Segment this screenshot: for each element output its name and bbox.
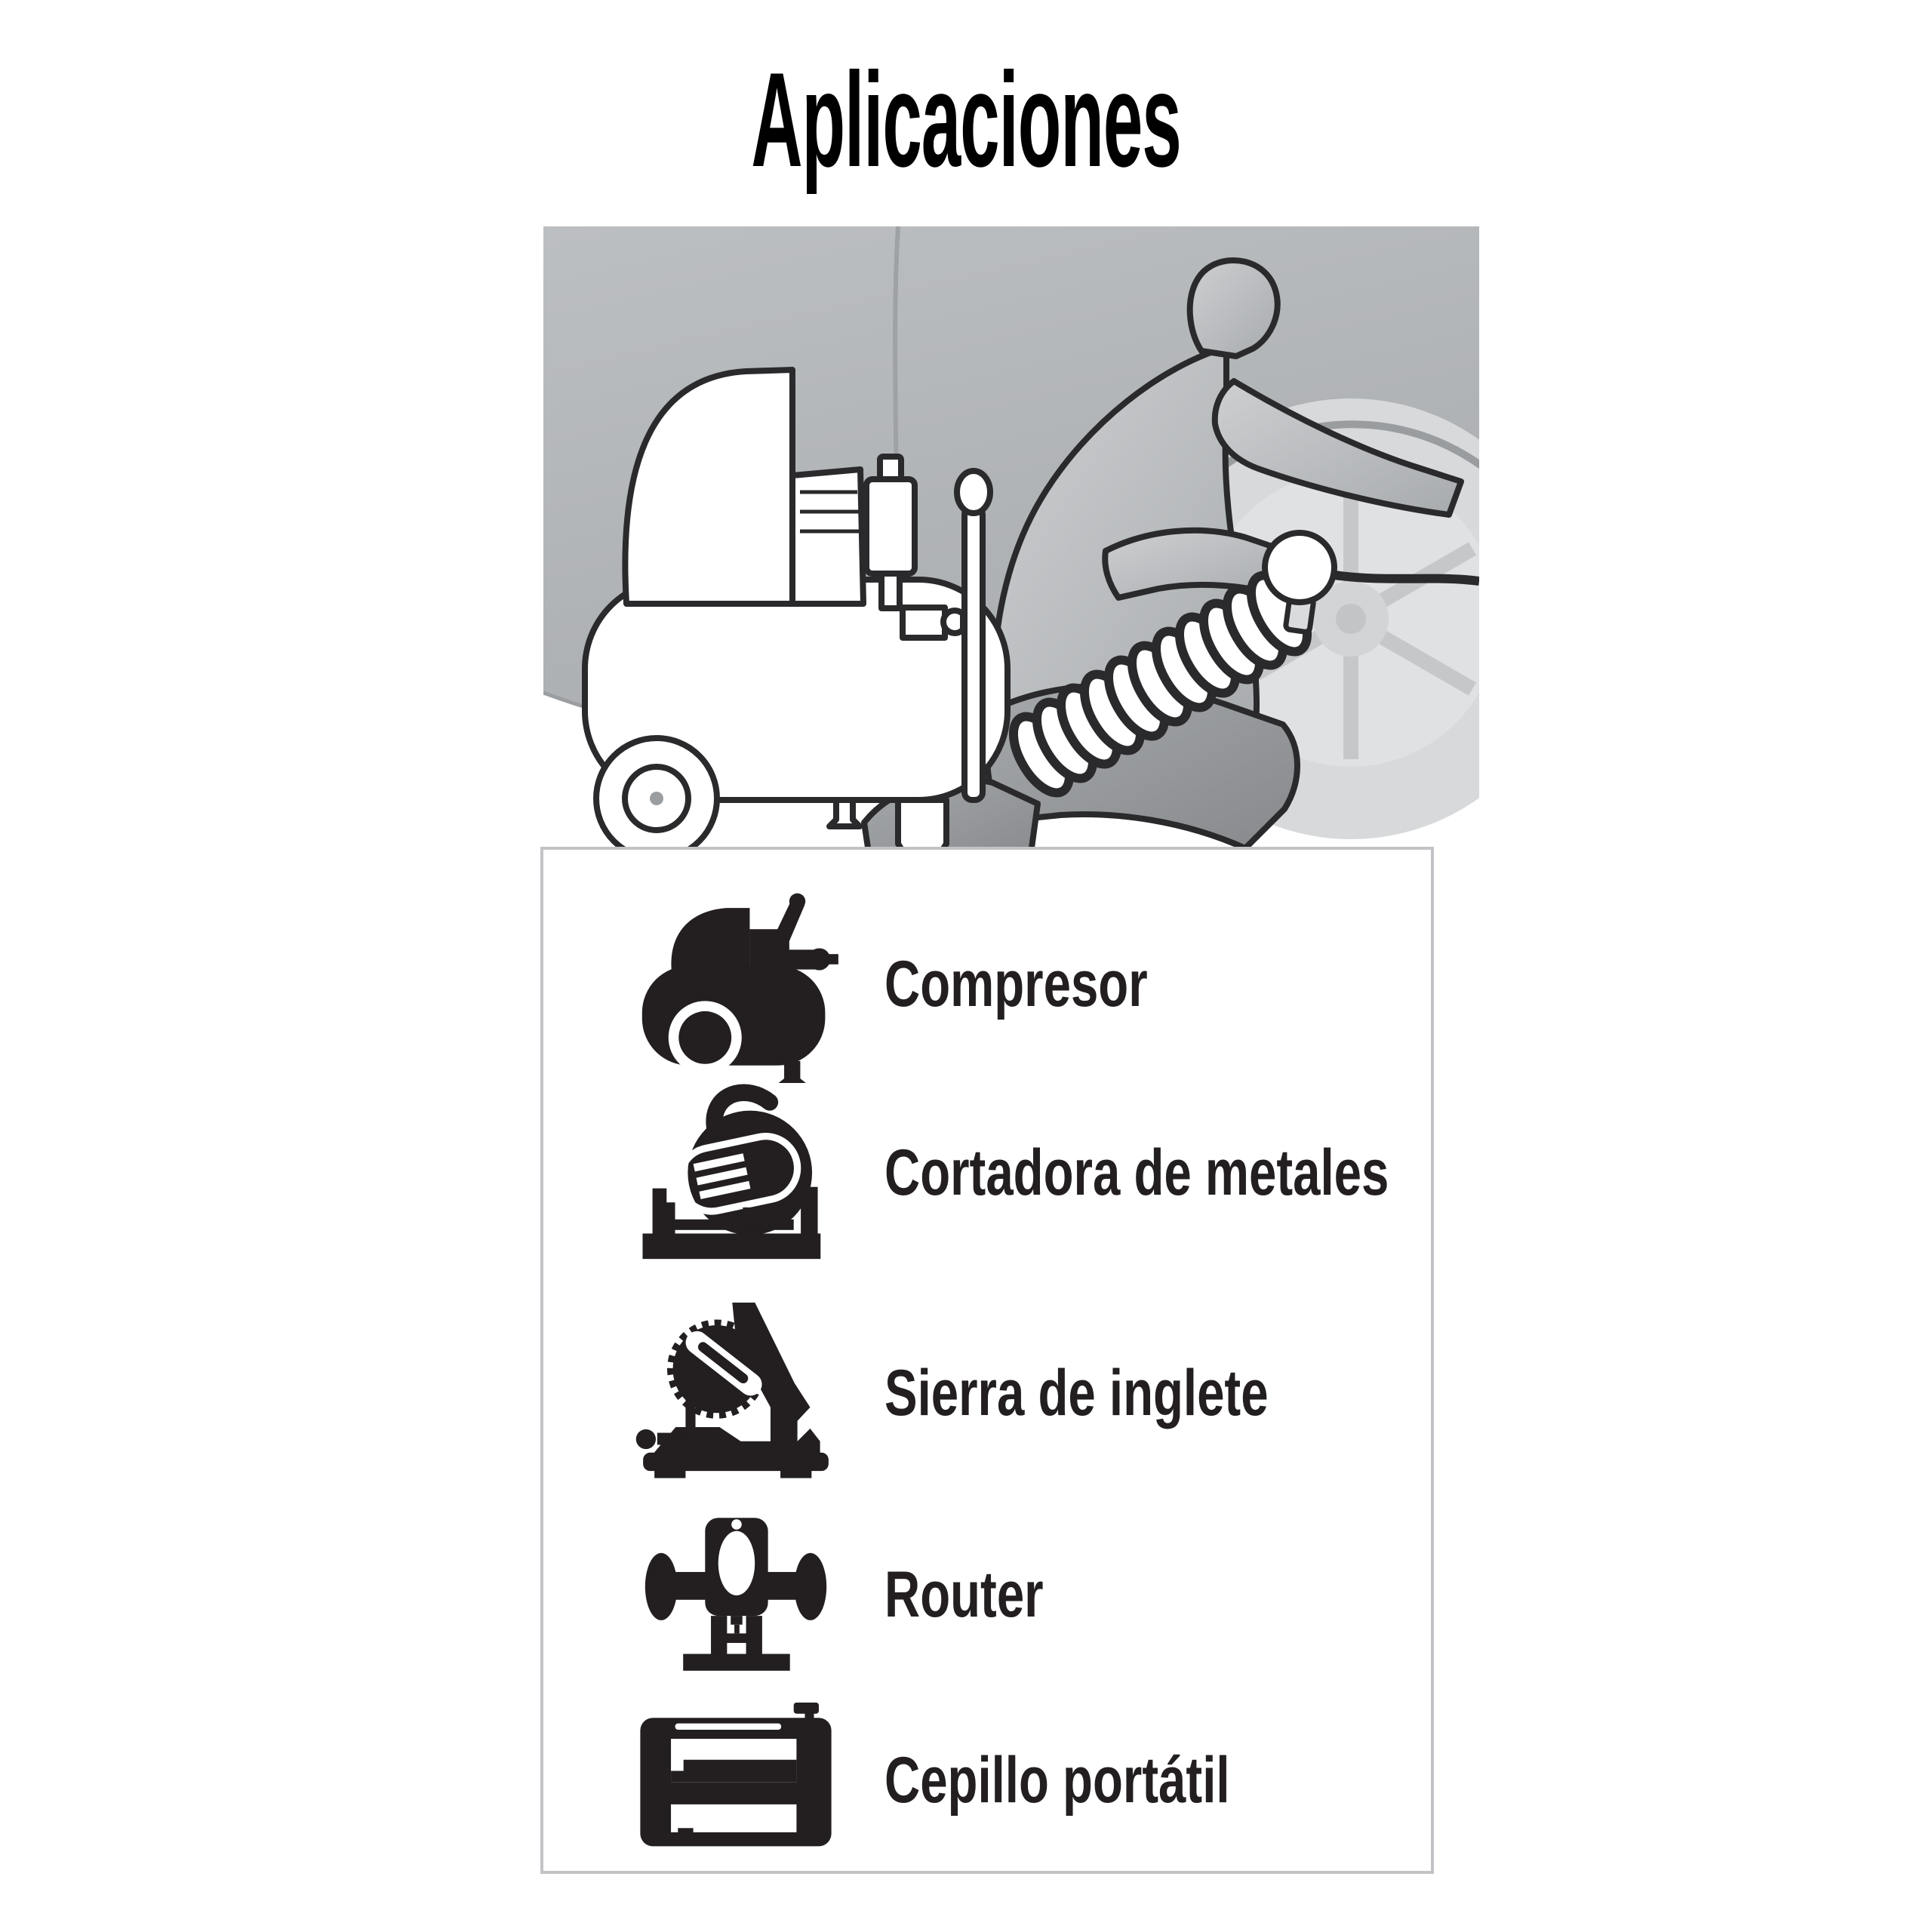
application-row-compresor: [619, 891, 1408, 1076]
application-label: Cepillo portátil: [884, 1743, 1230, 1817]
air-compressor-icon: [619, 885, 853, 1083]
router-icon: [619, 1518, 853, 1672]
page-title-text: Aplicaciones: [751, 45, 1181, 195]
application-row-router: [619, 1515, 1408, 1674]
miter-saw-icon: [619, 1300, 853, 1487]
application-row-cortadora: [619, 1084, 1408, 1261]
application-label: Router: [884, 1558, 1044, 1631]
metal-chop-saw-icon: [619, 1078, 853, 1267]
application-label: Sierra de inglete: [884, 1356, 1269, 1429]
portable-planer-icon: [619, 1698, 853, 1863]
illustration-compressor-inflating-tire: [543, 226, 1479, 891]
applications-panel: [540, 847, 1434, 1874]
application-label: Compresor: [884, 947, 1148, 1020]
application-label: Cortadora de metales: [884, 1136, 1389, 1209]
application-row-cepillo: [619, 1695, 1408, 1865]
application-row-sierra: [619, 1297, 1408, 1489]
page-title: [0, 45, 1932, 195]
